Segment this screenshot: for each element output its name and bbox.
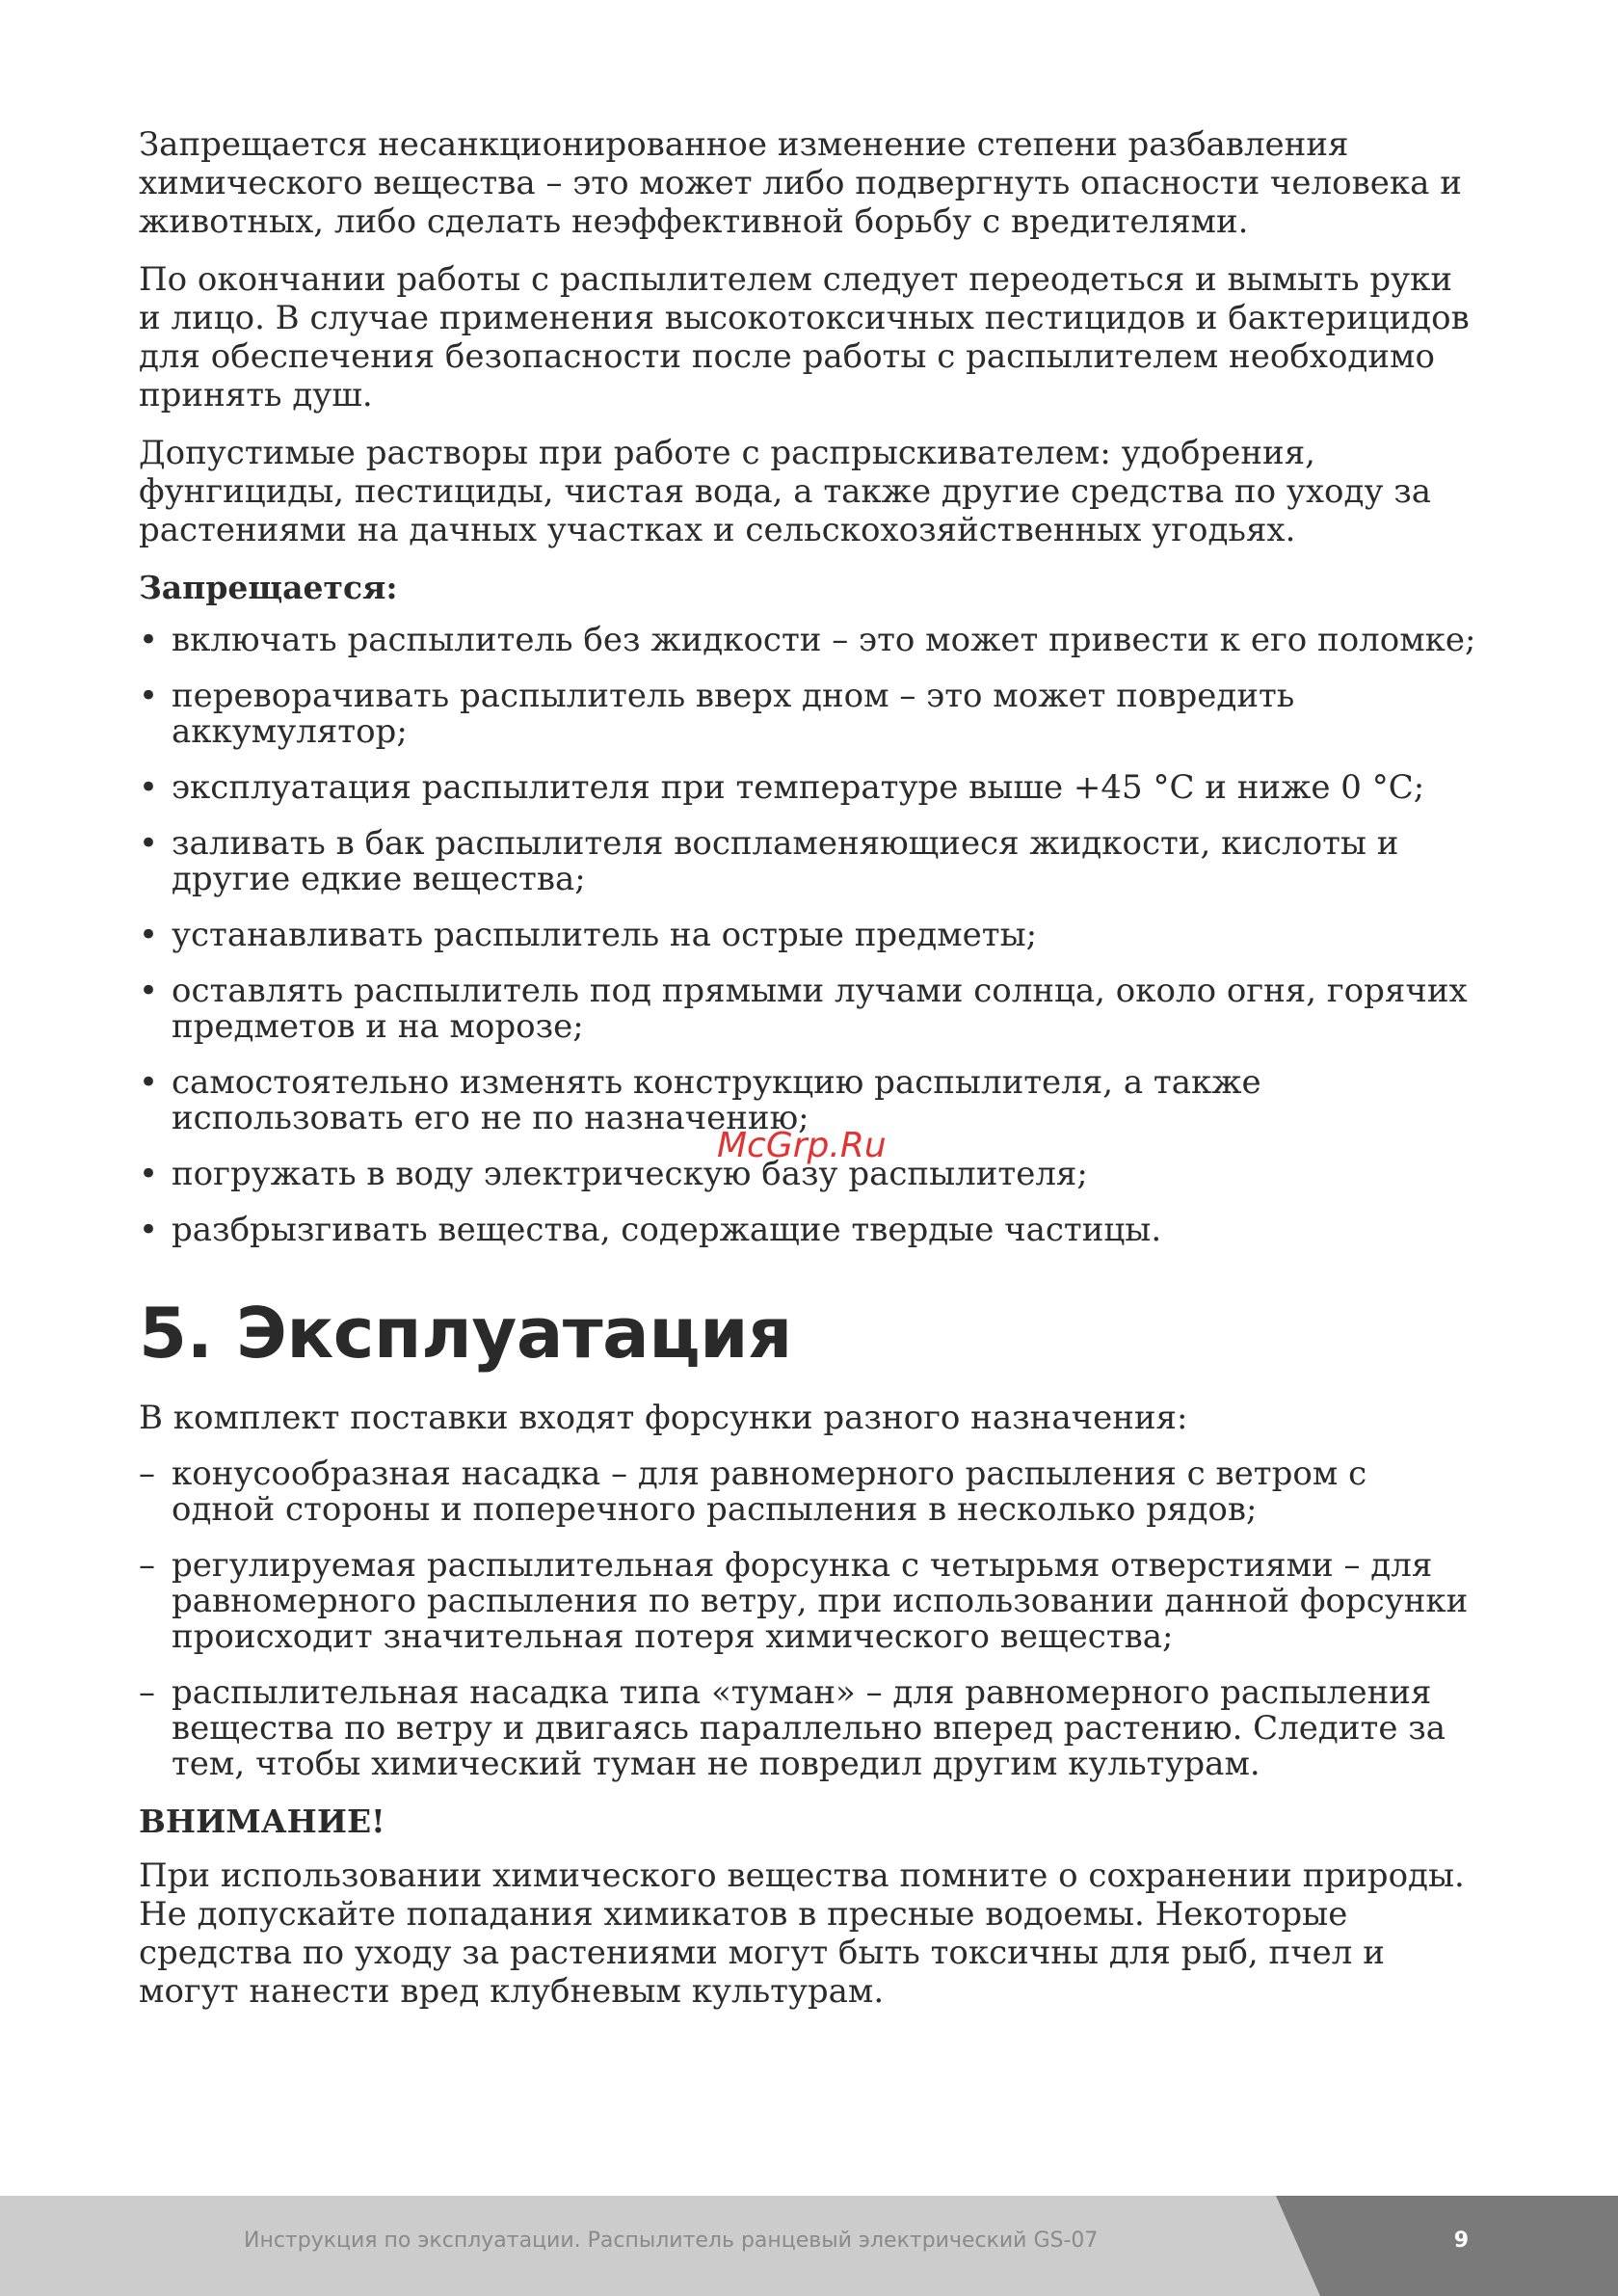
intro-paragraph-1: Запрещается несанкционированное изменение степени разбавления химического вещества – это может либо подвергнуть опасности человека и животных, либо сделать неэффективной борьбу с вредителями. xyxy=(139,125,1462,241)
prohibited-heading: Запрещается: xyxy=(139,569,398,606)
bullet-icon: • xyxy=(139,621,159,659)
bullet-icon: • xyxy=(139,1211,159,1249)
bullet-icon: • xyxy=(139,1155,159,1193)
list-item: • переворачивать распылитель вверх дном – это может повредить аккумулятор; xyxy=(139,677,1295,751)
section-title: 5. Эксплуатация xyxy=(139,1293,792,1374)
bullet-icon: • xyxy=(139,916,159,954)
list-item: • разбрызгивать вещества, содержащие твердые частицы. xyxy=(139,1211,1162,1249)
bullet-icon: • xyxy=(139,972,159,1010)
section-lead: В комплект поставки входят форсунки разного назначения: xyxy=(139,1399,1188,1437)
list-item: – регулируемая распылительная форсунка с четырьмя отверстиями – для равномерного распыления по ветру, при использовании данной форсунки происходит значительная потеря химического вещества; xyxy=(139,1546,1469,1656)
list-item: • заливать в бак распылителя воспламеняющиеся жидкости, кислоты и другие едкие вещества; xyxy=(139,824,1399,898)
list-item: • погружать в воду электрическую базу распылителя; xyxy=(139,1155,1088,1193)
list-item: • включать распылитель без жидкости – это может привести к его поломке; xyxy=(139,621,1476,659)
intro-paragraph-3: Допустимые растворы при работе с распрыскивателем: удобрения, фунгициды, пестициды, чистая вода, а также другие средства по уходу за растениями на дачных участках и сельскохозяйственных угодьях. xyxy=(139,434,1432,549)
bullet-icon: • xyxy=(139,824,159,863)
attention-heading: ВНИМАНИЕ! xyxy=(139,1802,385,1840)
page-content xyxy=(139,125,1478,2030)
page-footer xyxy=(0,2196,1618,2296)
list-item: • эксплуатация распылителя при температуре выше +45 °С и ниже 0 °С; xyxy=(139,768,1425,807)
list-item: • устанавливать распылитель на острые предметы; xyxy=(139,916,1038,954)
bullet-icon: • xyxy=(139,768,159,807)
intro-paragraph-2: По окончании работы с распылителем следует переодеться и вымыть руки и лицо. В случае применения высокотоксичных пестицидов и бактерицидов для обеспечения безопасности после работы с распылителем необходимо принять душ. xyxy=(139,260,1470,414)
dash-icon: – xyxy=(139,1546,155,1585)
list-item: • оставлять распылитель под прямыми лучами солнца, около огня, горячих предметов и на морозе; xyxy=(139,972,1468,1046)
list-item: • самостоятельно изменять конструкцию распылителя, а также использовать его не по назначению; xyxy=(139,1063,1261,1137)
watermark: McGrp.Ru xyxy=(717,1126,887,1165)
bullet-icon: • xyxy=(139,1063,159,1102)
page-number: 9 xyxy=(1453,2229,1469,2253)
list-item: – распылительная насадка типа «туман» – для равномерного распыления вещества по ветру и двигаясь параллельно вперед растению. Следите за тем, чтобы химический туман не повредил другим культурам. xyxy=(139,1673,1446,1783)
footer-title: Инструкция по эксплуатации. Распылитель ранцевый электрический GS-07 xyxy=(244,2229,1099,2253)
attention-text: При использовании химического вещества помните о сохранении природы. Не допускайте попадания химикатов в пресные водоемы. Некоторые средства по уходу за растениями могут быть токсичны для рыб, пчел и могут нанести вред клубневым культурам. xyxy=(139,1856,1465,2011)
list-item: – конусообразная насадка – для равномерного распыления с ветром с одной стороны и поперечного распыления в несколько рядов; xyxy=(139,1455,1367,1529)
footer-page-tab xyxy=(1276,2196,1618,2296)
dash-icon: – xyxy=(139,1455,155,1493)
nozzle-list xyxy=(139,1456,1478,1782)
bullet-icon: • xyxy=(139,677,159,715)
dash-icon: – xyxy=(139,1673,155,1712)
